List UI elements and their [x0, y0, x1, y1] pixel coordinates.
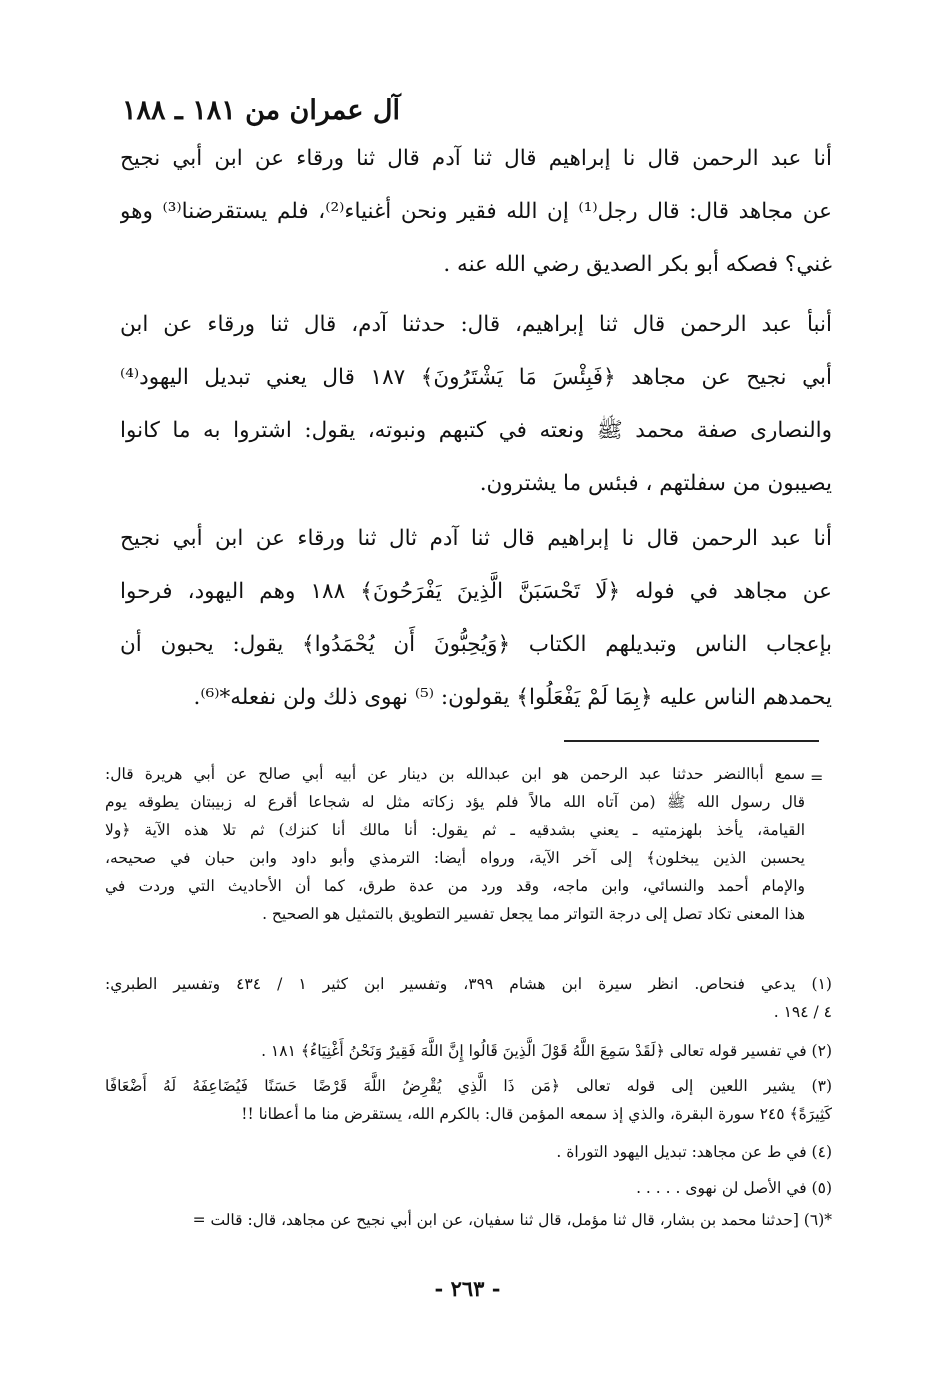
footnote-continuation: [105, 760, 805, 928]
text-line: يصيبون من سفلتهم ، فبئس ما يشترون.: [479, 471, 832, 496]
text-line: غني؟ فصكه أبو بكر الصديق رضي الله عنه .: [443, 252, 832, 277]
footnote-line: ٤ / ١٩٤ .: [773, 1003, 832, 1021]
text-line: أبي نجيح عن مجاهد ﴿فَبِئْسَ مَا يَشْتَرُونَ﴾ ١٨٧ قال يعني تبديل اليهود⁽⁴⁾: [120, 365, 832, 390]
footnote-3: [105, 1072, 832, 1128]
section-heading: آل عمران من ١٨١ ـ ١٨٨: [121, 95, 400, 126]
footnote-line: كَثِيرَةً﴾ ٢٤٥ سورة البقرة، والذي إذ سمعه المؤمن قال: بالكرم الله، يستقرض منا ما أعطانا !!: [241, 1105, 832, 1123]
text-line: أنا عبد الرحمن قال نا إبراهيم قال ثنا آدم قال ثنا ورقاء عن ابن أبي نجيح: [120, 146, 832, 171]
footnote-line: يحسبن الذين يبخلون﴾ إلى آخر الآية، ورواه أيضا: الترمذي وأبو داود وابن حبان في صحيحه،: [105, 849, 805, 867]
footnote-6: [105, 1206, 832, 1234]
footnote-1: [105, 970, 832, 1026]
paragraph-2: [120, 298, 832, 510]
footnote-line: هذا المعنى تكاد تصل إلى درجة التواتر مما يجعل تفسير التطويق بالتمثيل هو الصحيح .: [262, 905, 805, 923]
footnote-2: [105, 1037, 832, 1065]
footnote-5: [105, 1174, 832, 1202]
continuation-marker: =: [810, 768, 824, 787]
footnote-line: (٣) يشير اللعين إلى قوله تعالى ﴿مَن ذَا الَّذِي يُقْرِضُ اللَّهَ قَرْضًا حَسَنًا فَيُضَاعِفَهُ لَهُ أَضْعَافًا: [105, 1077, 832, 1095]
footnote-line: قال رسول الله ﷺ (من آتاه الله مالاً فلم يؤد زكاته مثل له شجاعا أقرع له زبيبتان يطوقه يوم: [105, 793, 805, 811]
footnote-4: [105, 1138, 832, 1166]
text-line: عن مجاهد قال: قال رجل⁽¹⁾ إن الله فقير ونحن أغنياء⁽²⁾، فلم يستقرضنا⁽³⁾ وهو: [120, 199, 832, 224]
text-line: يحمدهم الناس عليه ﴿بِمَا لَمْ يَفْعَلُوا﴾ يقولون: ⁽⁵⁾ نهوى ذلك ولن نفعله*⁽⁶⁾.: [193, 685, 832, 710]
text-line: عن مجاهد في فوله ﴿لَا تَحْسَبَنَّ الَّذِينَ يَفْرَحُونَ﴾ ١٨٨ وهم اليهود، فرحوا: [120, 579, 832, 604]
footnote-line: *(٦) [حدثنا محمد بن بشار، قال ثنا مؤمل، قال ثنا سفيان، عن ابن أبي نجيح عن مجاهد، قال: قالت =: [192, 1211, 832, 1229]
text-line: أنا عبد الرحمن قال نا إبراهيم قال ثنا آدم ثال ثنا ورقاء عن ابن أبي نجيح: [120, 526, 832, 551]
footnote-line: (٢) في تفسير قوله تعالى ﴿لَقَدْ سَمِعَ اللَّهُ قَوْلَ الَّذِينَ قَالُوا إِنَّ اللَّهَ فَقِيرٌ وَنَحْنُ أَغْنِيَاءُ﴾ ١٨١ .: [261, 1042, 832, 1060]
text-line: والنصارى صفة محمد ﷺ ونعته في كتبهم ونبوته، يقول: اشتروا به ما كانوا: [120, 418, 832, 443]
footnote-line: (٥) في الأصل لن نهوى . . . . .: [636, 1179, 832, 1197]
footnote-line: (١) يدعي فنحاص. انظر سيرة ابن هشام ٣٩٩، وتفسير ابن كثير ١ / ٤٣٤ وتفسير الطبري:: [105, 975, 832, 993]
text-line: أنبأ عبد الرحمن قال ثنا إبراهيم، قال: حدثنا آدم، قال ثنا ورقاء عن ابن: [120, 312, 832, 337]
paragraph-3: [120, 512, 832, 724]
footnote-line: (٤) في ط عن مجاهد: تبديل اليهود التوراة .: [556, 1143, 832, 1161]
footnote-line: القيامة، يأخذ بلهزمتيه ـ يعني بشدقيه ـ ثم يقول: أنا مالك أنا كنزك) ثم تلا هذه الآية ﴿ولا: [105, 821, 805, 839]
footnote-line: والإمام أحمد والنسائي، وابن ماجه، وقد ورد من عدة طرق، كما أن الأحاديث التي وردت في: [105, 877, 805, 895]
page-number: - ٢٦٣ -: [434, 1276, 501, 1301]
footnote-line: سمع أباالنضر حدثنا عبد الرحمن هو ابن عبدالله بن دينار عن أبيه أبي صالح عن أبي هريرة قال:: [105, 765, 805, 783]
footnote-separator: [564, 740, 819, 742]
text-line: بإعجاب الناس وتبديلهم الكتاب ﴿وَيُحِبُّونَ أَن يُحْمَدُوا﴾ يقول: يحبون أن: [120, 632, 832, 657]
paragraph-1: [120, 132, 832, 291]
